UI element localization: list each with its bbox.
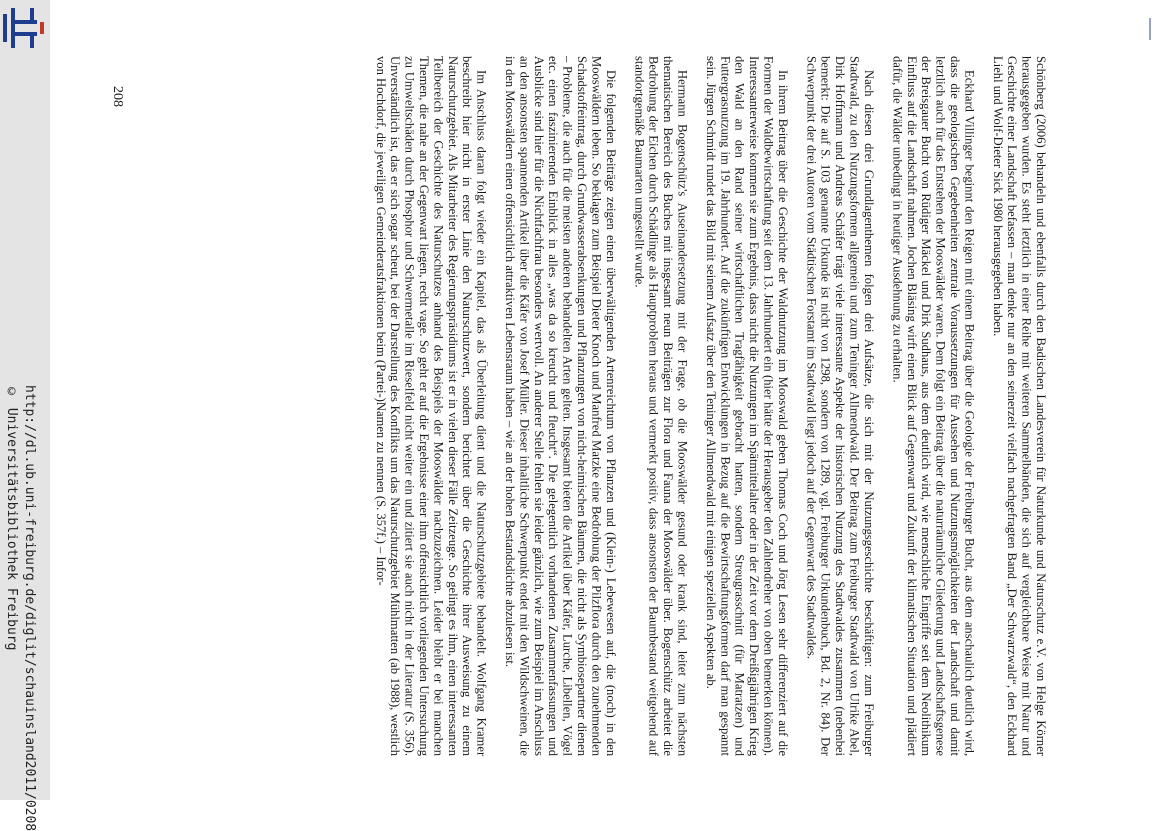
page-number: 208 [110,86,125,107]
source-url: http://dl.ub.uni-freiburg.de/diglit/schauinsland2011/0208 [22,385,37,831]
paragraph: Im Anschluss daran folgt wieder ein Kapitel, das als Überleitung dient und die Naturschutzgebiete behandelt. Wolfgang Kramer beschreibt hier nicht in erster Linie den Naturschutzwert, sondern berichtet über die Geschichte ihrer Ausweisung zu einem Naturschutzgebiet. Als Mitarbeiter des Regierungspräsidiums ist er in vielen dieser Fälle Zeitzeuge. So gelingt es ihm, einen interessanten Teilbereich der Geschichte des Naturschutzes anhand des Beispiels der Mooswälder nachzuzeichnen. Leider bleibt er bei manchen Themen, die nahe an der Gegenwart liegen, recht vage. So geht er auf die Ergebnisse einer ihm offensichtlich vorliegenden Untersuchung zu Umweltschäden durch Phosphor und Schwermetalle im Rieselfeld nicht weiter ein und zitiert sie auch nicht in der Literatur (S. 356). Unverständlich ist, das er sich sogar scheut, bei der Darstellung des Konflikts um das Naturschutzgebiet Mühlmatten (ab 1988), westlich von Hochdorf, die jeweiligen Gemeinderatsfraktionen beim (Partei-)Namen zu nennen (S. 357f.) – Infor- [373,56,489,756]
paragraph: Die folgenden Beiträge zeigen einen überwältigenden Artenreichtum von Pflanzen und (Klein-) Lebewesen auf, die (noch) in den Mooswäldern leben. So beklagen zum Beispiel Dieter Knoch und Manfred Matzke eine Bedrohung der Pilzflora durch den zunehmenden Schadstoffeintrag, durch Grundwasserabsenkungen und Pflanzungen von nicht-heimischen Bäumen, die nicht als Symbiosepartner dienen – Probleme, die auch für die meisten anderen behandelten Arten gelten. Insgesamt bieten die Artikel über Käfer, Lurche, Libellen, Vögel etc. einen faszinierenden Einblick in alles „was da so kreucht und fleucht“. Die gelegentlich vorhandenen Zusammenfassungen und Ausblicke sind hier für die Nichtfachfrau besonders wertvoll. An anderer Stelle fehlen sie leider gänzlich, wie zum Beispiel im Anschluss an den ansonsten spannenden Artikel über die Käfer von Josef Müller. Dieser inhaltliche Schwerpunkt endet mit den Wildschweinen, die in den Mooswäldern einen offensichtlich attraktiven Lebensraum haben – wie an der hohen Bestandsdichte abzulesen ist. [503,56,618,756]
source-url-watermark [2,385,38,831]
paragraph: Hermann Bogenschütz's Auseinandersetzung mit der Frage, ob die Mooswälder gesund oder krank sind, leitet zum nächsten thematischen Bereich des Buches mit insgesamt neun Beiträgen zur Flora und Fauna der Mooswälder über. Bogenschütz arbeitet die Bedrohung der Eichen durch Schädlinge als Hauptproblem heraus und vermerkt positiv, dass ansonsten der Baumbestand weitgehend auf standortgemäße Baumarten umgestellt wurde. [632,56,690,756]
paragraph: Eckhard Villinger beginnt den Reigen mit einem Beitrag über die Geologie der Freiburger Bucht, aus dem anschaulich deutlich wird, dass die geologischen Gegebenheiten zentrale Voraussetzungen für Aussehen und Nutzungsmöglichkeiten der Landschaft und damit letztlich auch für das Entstehen der Mooswälder waren. Dem folgt ein Beitrag über die naturräumliche Gliederung und Landschaftsgenese der Breisgauer Bucht von Rüdiger Mäckel und Dirk Sudhaus, aus dem deutlich wird, wie menschliche Eingriffe seit dem Neolithikum Einfluss auf die Landschaft nahmen. Jochen Bläsing wirft einen Blick auf Gegenwart und Zukunft der klimatischen Situation und plädiert dafür, die Wälder unbedingt in heutiger Ausdehnung zu erhalten. [890,56,977,756]
paragraph: Schönberg (2006) behandeln und ebenfalls durch den Badischen Landesverein für Naturkunde und Naturschutz e.V. von Helge Körner herausgegeben wurden. Es steht letztlich in einer Reihe mit weiteren Sammelbänden, die sich auf vergleichbare Weise mit Natur und Geschichte einer Landschaft befassen – man denke nur an den seinerzeit vielfach nachgefragten Band „Der Schwarzwald“, den Eckhard Liehl und Wolf-Dieter Sick 1980 herausgegeben haben. [990,56,1048,756]
university-library-logo [0,6,46,50]
viewer-sidebar [0,0,50,831]
paragraph: Nach diesen drei Grundlagenthemen folgen drei Aufsätze, die sich mit der Nutzungsgeschichte beschäftigen: zum Freiburger Stadtwald, zu den Nutzungsformen allgemein und zum Teninger Allmendwald. Der Beitrag zum Freiburger Stadtwald von Ulrike Abel, Dirk Hoffmann und Andreas Schäfer trägt viele interessante Aspekte der historischen Nutzung des Stadtwaldes zusammen (nebenbei bemerkt: Die auf S. 103 genannte Urkunde ist nicht von 1298, sondern von 1289, vgl. Freiburger Urkundenbuch, Bd. 2, Nr. 84). Der Schwerpunkt der drei Autoren vom Städtischen Forstamt im Stadtwald liegt jedoch auf der Gegenwart des Stadtwaldes. [804,56,876,756]
edge-marker [1149,18,1157,40]
paragraph: In ihrem Beitrag über die Geschichte der Waldnutzung im Mooswald geben Thomas Coch und Jörg Lesen sehr differenziert auf die Formen der Waldbewirtschaftung seit dem 13. Jahrhundert ein (hier hätte der Herausgeber den Zahlendreher von oben bemerken können). Interessanterweise kommen sie zum Ergebnis, dass nicht die Nutzungen im Spätmittelalter oder in der Zeit vor dem Dreißigjährigen Krieg den Wald an den Rand seiner wirtschaftlichen Tragfähigkeit gebracht hatten, sondern Streugrasschnitt (für Matratzen) und Futtergrasnutzung im 19. Jahrhundert. Auf die zukünftigen Entwicklungen in Bezug auf die Bewirtschaftungsformen darf man gespannt sein. Jürgen Schmidt rundet das Bild mit seinem Aufsatz über den Teninger Allmendwald mit einigen speziellen Aspekten ab. [703,56,790,756]
copyright-notice: © Universitätsbibliothek Freiburg [4,385,19,651]
page-body-text [160,56,1048,756]
